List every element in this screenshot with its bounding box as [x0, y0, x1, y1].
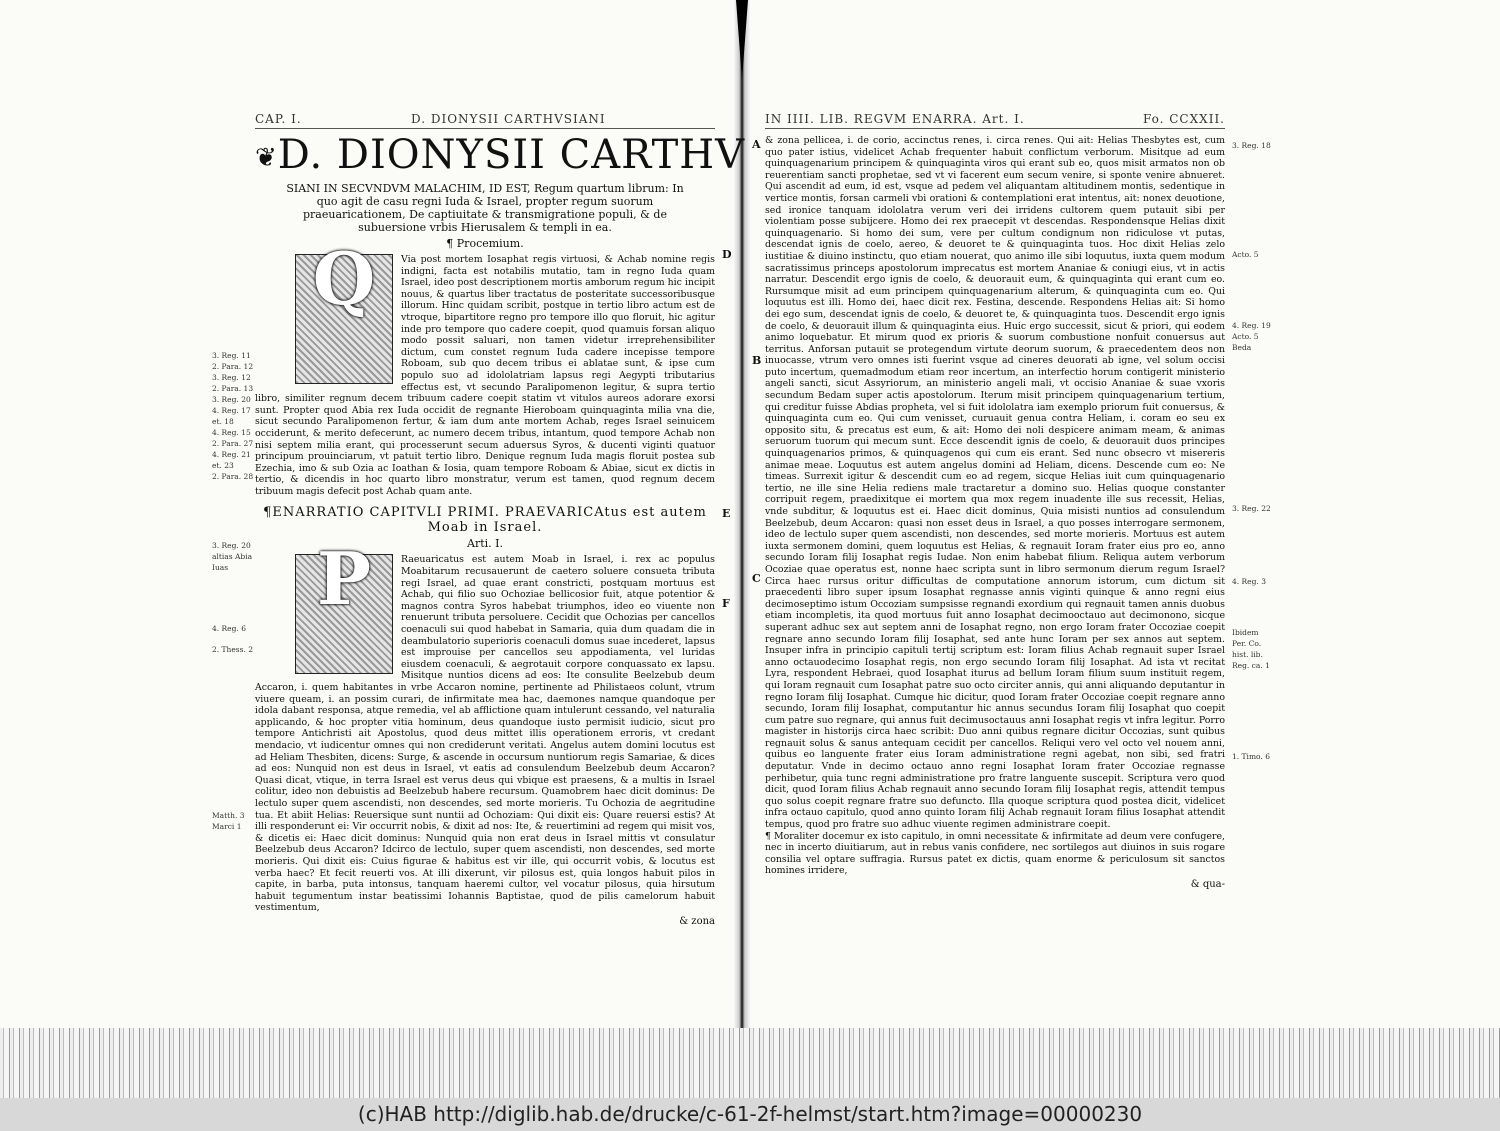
section-article: Arti. I.: [467, 537, 503, 551]
right-main-text: & zona pellicea, i. de corio, accinctus renes, i. circa renes. Qui ait: Helias Thesbytes est, cum quo pater istius, videlicet Achab frequenter habuit conflictum verborum. Misitque ad eum quinquagenarium principem & quinquaginta viros qui erant sub eo, quos misit armatos non ob reuerentiam sancti prophetae, sed vt vi facerent eum secum venire, si sponte venire abnueret. Qui ascendit ad eum, id est, vsque ad pedem vel aliquantam altitudinem montis, sedentique in vertice montis, forsan carmeli vbi orationi & contemplationi erat intentus, ait: nonex deuotione, sed ironice tanquam idololatra verum veri dei irridens cultorem quem putauit sibi per violentiam posse subijcere. Homo dei rex praecepit vt descendas. Respondensque Helias dixit quinquagenario. Si homo dei sum, vere per cultum condignum non ridiculose vt putas, descendat ignis de coelo, aereo, & deuoret te & quinquaginta tuos. Hoc dixit Helias zelo iustitiae & diuino instinctu, quo etiam nouerat, quo animo ille sibi loquutus, iuxta quem modum sacratissimus princeps apostolorum imprecatus est mortem Ananiae & coniugi eius, vt in actis narratur. Descendit ergo ignis de coelo, & deuorauit eum, & quinquaginta qui erant cum eo. Rursumque misit ad eum principem quinquagenarium alterum, & quinquaginta cum eo. Qui loquutus est illi. Homo dei, haec dicit rex. Festina, descende. Respondens Helias ait: Si homo dei ego sum, descendat ignis de coelo, & deuoret te, & quinquaginta tuos. Descendit ergo ignis de coelo, & deuorauit illum & quinquaginta eius. Huic ergo successit, sicut & priori, qui eodem animo loquebatur. Et mirum quod ex prioris & suorum combustione nonfuit conuersus aut territus. Anforsan putauit se protegendum virtute deorum suorum, & praecedentem deos non inuocasse, vtrum vero omnes isti fuerint vsque ad cineres deuorati ab igne, vel solum occisi puto incertum, quemadmodum etiam reor incertum, an interfectio horum contigerit ministerio angeli sancti, sicut Assyriorum, an ministerio angeli mali, vt occisio Ananiae & suae vxoris secundum Bedam super actis apostolorum. Iterum misit principem quinquagenarium tertium, qui creditur fuisse Abdias propheta, vel si fuit idololatra iam exemplo priorum fuit conuersus, & quinquaginta cum eo. Qui cum venisset, curuauit genua contra Heliam, i. coram eo seu ex opposito situ, & precatus est eum, & ait: Homo dei noli despicere animam meam, & animas seruorum tuorum qui mecum sunt. Ecce descendit ignis de coelo, & deuorauit duos principes quinquagenarios primos, & quinquagenos qui cum eis erant. Sed nunc obsecro vt misereris animae meae. Loquutus est autem angelus domini ad Heliam, dicens. Descende cum eo: Ne timeas. Surrexit igitur & descendit cum eo ad regem, sicque Helias iuit cum quinquagenario tertio, ne ille sine Helia rediens male tractaretur a domino suo. Helias quoque constanter corripuit regem, praedixitque ei mortem qua mox regem inuadente ille sus recessit, Helias, vnde subditur, & loquutus est ei. Haec dicit dominus, Quia misisti nuntios ad consulendum Beelzebub, deum Accaron: quasi non esset deus in Israel, a quo posses interrogare sermonem, ideo de lectulo super quem ascendisti, non descendes, sed morte morieris. Mortuus est autem iuxta sermonem domini, quem loquutus est Helias, & regnauit Ioram frater eius pro eo, anno secundo Ioram filij Iosaphat regis Iudae. Non enim habebat filium. Reliqua autem verborum Ocoziae quae operatus est, nonne haec scripta sunt in libro sermonum dierum regum Israel? Circa haec rursus oritur difficultas de computatione annorum istorum, cum dictum sit praecedenti libro super ipsum Iosaphat regnasse annis viginti quinque & anno regni eius decimoseptimo istum Occoziam sumpsisse regnandi exordium qui regnauit tamen annis duobus etiam incompletis, ita quod mortuus fuit anno Iosaphat decimooctauo aut decimonono, sicque superant adhuc sex aut septem anni de Iosaphat regno, non ergo Ioram frater Occoziae coepit regnare anno secundo Ioram filij Iosaphat, sed ante hunc Ioram per sex annos aut septem. Insuper infra in principio capituli tertij scriptum est: Ioram filius Achab regnauit super Israel anno octauodecimo Iosaphat regis, non ergo secundo Ioram filij Iosaphat. Ad ista vt recitat Lyra, respondent Hebraei, quod Iosaphat iturus ad bellum Ioram filium suum instituit regem, qui Ioram regnauit cum Iosaphat patre suo octo circiter annis, qui anni aliquando deputantur in regno Ioram filij Iosaphat. Cumque hic dicitur, quod Ioram frater Occoziae coepit regnare anno secundo, Ioram filij Iosaphat, computantur hic annus secundus Ioram filij Iosaphat quo coepit cum patre suo regnare, qui annus fuit decimusoctauus anni Iosaphat regis vt infra legitur. Porro magister in historijs circa haec scribit: Duo anni quibus regnare dicitur Occozias, sunt quibus regnauit solus & sanus antequam cecidit per cancellos. Reliqui vero vel octo vel nouem anni, quibus eo languente frater eius Ioram administratione regni agebat, non sibi, sed fratri deputatur. Vnde in decimo octauo anno regni Iosaphat Ioram frater Occoziae regnasse perhibetur, quia tunc regni administratione pro fratre languente suscepit. Scriptura vero quod dicit, quod Ioram filius Achab regnauit anno secundo Ioram filij Iosaphat regis, attendit tempus quo solus coepit regnare fratre suo defuncto. Illa quoque scriptura quod postea dicit, videlicet infra octauo capitulo, quod anno quinto Ioram filij Achab regnauit Ioram filius Iosaphat attendit tempus, quod pro fratre suo adhuc viuente regimen administrare coepit.: [765, 135, 1225, 831]
paragraph-mark-icon: ¶: [263, 505, 273, 521]
right-side-letter-b: B: [752, 354, 762, 367]
paragraph-mark-icon: ¶: [446, 237, 457, 250]
right-side-letter-c: C: [752, 572, 761, 585]
procemium-text: Q Via post mortem Iosaphat regis virtuosi, & Achab nomine regis indigni, facta est notabilis mutatio, tam in regno Iuda quam Israel, ideo post descriptionem mortis amborum regum hic incipit nouus, & quartus liber tractatus de posteritate successoribusque illorum. Hinc quidam scribit, postque in tertio libro actum est de vtroque, bipartitore regno pro tempore illo quo floruit, hic agitur inde pro tempore quo cadere coepit, quod quamuis forsan aliquo modo possit saluari, non tamen videtur irreprehensibiliter dictum, cum constet regnum Iuda cadere incepisse tempore Roboam, sub quo decem tribus ei ablatae sunt, & ipse cum populo suo ad idololatriam lapsus regi Aegypti tributarius effectus est, vt secundo Paralipomenon legitur, & supra tertio libro, similiter regnum decem tribuum cadere coepit statim vt vitulos aureos adorare exorsi sunt. Propter quod Abia rex Iuda occidit de regnante Hieroboam quinquaginta milia vna die, sicut secundo Paralipomenon fertur, & iam dum ante mortem Achab, reges Israel seinuicem occiderunt, & merito defecerunt, ac numero decem tribus, intantum, quod tempore Achab non nisi septem milia erant, qui processerunt secum aduersus Syros, & ducenti viginti quatuor principum prouinciarum, vt patuit tertio libro. Denique regnum Iuda magis floruit postea sub Ezechia, imo & sub Ozia ac Ioathan & Iosia, quam tempore Roboam & Abiae, sicut ex dictis in tertio, & dicendis in hoc quarto libro monstratur, verum est tamen, quod regnum decem tribuum magis defecit post Achab quam ante.: [255, 236, 715, 497]
right-margin-notes: 3. Reg. 18 Acto. 5 4. Reg. 19 Acto. 5 Beda 3. Reg. 22 4. Reg. 3 Ibidem Per. Co. hist. lib. Reg. ca. 1 1. Timo. 6: [1232, 141, 1271, 761]
decorated-initial-p: P: [295, 554, 393, 674]
decorated-initial-q: Q: [295, 254, 393, 384]
left-page: [255, 112, 746, 927]
moraliter-text: ¶ Moraliter docemur ex isto capitulo, in omni necessitate & infirmitate ad deum vere confugere, nec in incerto diuitiarum, aut in rebus vanis confidere, nec sortilegos aut diuinos in suis rogare consilia vel optare suffragia. Rursus patet ex dictis, quam enorme & periculosum sit sanctos homines irridere,: [765, 830, 1225, 877]
procemium-heading: ¶ Procemium.: [446, 237, 524, 250]
enarratio-text: P Raeuaricatus est autem Moab in Israel, i. rex ac populus Moabitarum recusauerunt de caetero soluere consueta tributa regi Israel, ad quae erant constricti, postquam mortuus est Achab, qui filio suo Ochoziae bellicosior fuit, atque potentior & magnos contra Syros habebat triumphos, ideo eo viuente non renuerunt tributa persoluere. Cecidit que Ochozias per cancellos coenaculi sui quod habebat in Samaria, quia dum quadam die in deambulatorio superioris coenaculi domus suae incederet, lapsus est improuise per cancellos seu appodiamenta, vel luridas eiusdem coenaculi, & aegrotauit corpore conquassato ex lapsu. Misitque nuntios dicens ad eos: Ite consulite Beelzebub deum Accaron, i. quem habitantes in vrbe Accaron nomine, pertinente ad Philistaeos colunt, vtrum viuere queam, i. an possim curari, de infirmitate mea hac, daemones namque quandoque per idola dabant responsa, atque remedia, vel ab afflictione quam intulerunt cessando, vel naturalia applicando, & hoc propter vitia hominum, deus quandoque iusto permisit iudicio, sicut pro tempore Antichristi ait Apostolus, quod deus mittet illis operationem erroris, vt credant mendacio, vt iudicentur omnes qui non crediderunt veritati. Angelus autem domini locutus est ad Heliam Thesbiten, dicens: Surge, & ascende in occursum nuntiorum regis Samariae, & dices ad eos: Nunquid non est deus in Israel, vt eatis ad consulendum Beelzebub deum Accaron? Quasi dicat, vtique, in terra Israel est verus deus qui vbique est praesens, & a multis in Israel colitur, ideo non debuistis ad Beelzebub habere recursum. Quamobrem haec dicit dominus: De lectulo super quem ascendisti, non descendes, sed morte morieris. Tu Ochozia de aegritudine tua. Et abiit Helias: Reuersique sunt nuntii ad Ochoziam: Qui dixit eis: Quare reuersi estis? At illi responderunt ei: Vir occurrit nobis, & dixit ad nos: Ite, & reuertimini ad regem qui misit vos, & dicetis ei: Haec dicit dominus: Nunquid quia non erat deus in Israel mittis vt consulatur Beelzebub deus Accaron? Idcirco de lectulo, super quem ascendisti, non descendes, sed morte morieris. Qui dixit eis: Cuius figurae & habitus est vir ille, qui occurrit vobis, & locutus est verba haec? Et fecit reuerti vos. At illi dixerunt, vir pilosus est, quia longos habuit pilos in capite, in barba, puta intonsus, tanquam haeremi cultor, vel vocatur pilosus, quia hirsutum habuit tegumentum instar beatissimi Iohannis Baptistae, quod de pilis camelorum habuit vestimentum,: [255, 536, 715, 914]
fleuron-icon: ❦: [255, 143, 278, 173]
left-author-head: D. DIONYSII CARTHVSIANI: [411, 112, 606, 126]
left-margin-notes-mid: 3. Reg. 20 altias Abia Iuas 4. Reg. 6 2. Thess. 2: [212, 541, 254, 654]
folio-number: Fo. CCXXII.: [1142, 112, 1225, 126]
left-side-letter-f: F: [722, 597, 730, 610]
right-work-head: IN IIII. LIB. REGVM ENARRA. Art. I.: [765, 112, 1025, 126]
left-catchword: & zona: [679, 915, 715, 927]
book-subtitle: SIANI IN SECVNDVM MALACHIM, ID EST, Regum quartum librum: In quo agit de casu regni Iuda & Israel, propter regum suorum praeuaricationem, De captiuitate & transmigratione populi, & de subuersione vrbis Hierusalem & templi in ea.: [286, 182, 684, 234]
paragraph-mark-icon: ¶: [765, 830, 775, 842]
right-page: [765, 112, 1225, 890]
source-footer: (c)HAB http://diglib.hab.de/drucke/c-61-2f-helmst/start.htm?image=00000230: [0, 1098, 1500, 1131]
right-catchword: & qua-: [1190, 879, 1225, 890]
left-side-letter-d: D: [722, 248, 732, 261]
scan-edge-noise: [0, 1028, 1500, 1098]
left-chapter-label: CAP. I.: [255, 112, 302, 126]
spine-shadow: [736, 0, 748, 80]
book-title: ❦D. DIONYSII CARTHV: [255, 132, 746, 178]
left-running-head: [255, 112, 715, 129]
right-running-head: [765, 112, 1225, 129]
left-margin-notes-top: 3. Reg. 11 2. Para. 12 3. Reg. 12 2. Para. 13 3. Reg. 20 4. Reg. 17 et. 18 4. Reg. 15 2. Para. 27 4. Reg. 21 et. 23 2. Para. 28: [212, 351, 254, 481]
left-margin-notes-bottom: Matth. 3 Marci 1: [212, 811, 245, 831]
section-heading: ¶ENARRATIO CAPITVLI PRIMI. PRAEVARICAtus est autem Moab in Israel.: [263, 505, 707, 536]
left-side-letter-e: E: [722, 507, 731, 520]
right-side-letter-a: A: [752, 138, 761, 151]
